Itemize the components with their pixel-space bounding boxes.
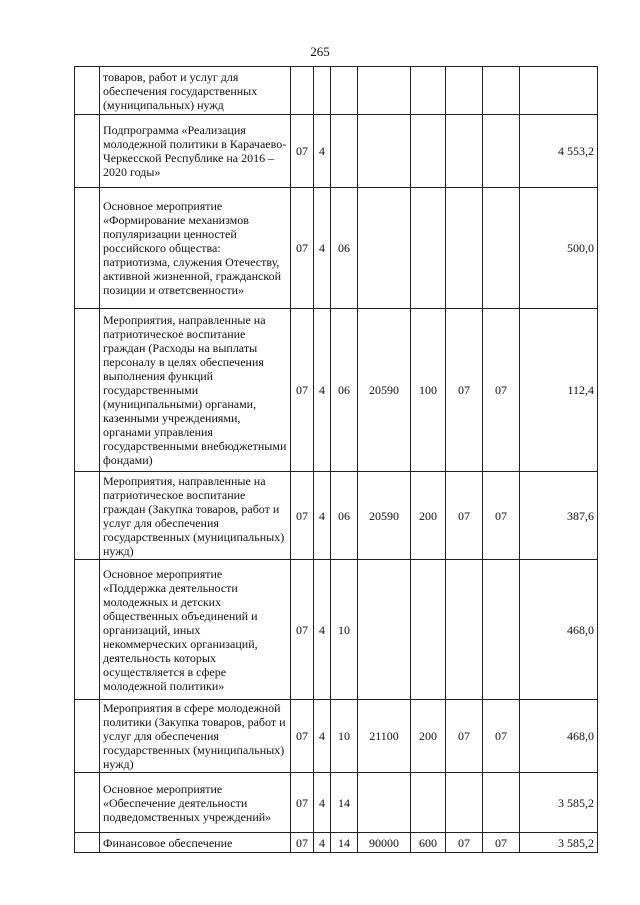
vr-cell: 600 [411,833,446,853]
amount-cell: 468,0 [520,560,598,700]
vr-cell: 200 [411,472,446,560]
rz-cell: 07 [291,188,314,309]
amount-cell [520,67,598,115]
vr-cell [411,115,446,188]
name-cell: Основное мероприятие «Обеспечение деятельности подведомственных учреждений» [100,773,291,833]
mp-cell [331,67,358,115]
subsection-cell [483,67,520,115]
section-cell: 07 [446,833,483,853]
subsection-cell [483,560,520,700]
table-row [75,833,598,853]
vr-cell [411,773,446,833]
name-cell: Финансовое обеспечение [100,833,291,853]
vr-cell: 200 [411,700,446,773]
name-cell: Мероприятия, направленные на патриотическое воспитание граждан (Расходы на выплаты персоналу в целях обеспечения выполнения функций государственными (муниципальными) органами, казенными учреждениями, органами управления государственными внебюджетными фондами) [100,309,291,472]
name-cell: Мероприятия в сфере молодежной политики (Закупка товаров, работ и услуг для обеспечения государственных (муниципальных) нужд) [100,700,291,773]
row-index-cell [75,833,100,853]
amount-cell: 468,0 [520,700,598,773]
vr-cell [411,188,446,309]
gp-cell: 4 [314,188,331,309]
code-cell: 20590 [358,472,411,560]
subsection-cell: 07 [483,833,520,853]
amount-cell: 112,4 [520,309,598,472]
row-index-cell [75,309,100,472]
table-row [75,309,598,472]
table-row [75,115,598,188]
name-cell: Основное мероприятие «Формирование механизмов популяризации ценностей российского общества: патриотизма, служения Отечеству, активной жизненной, гражданской позиции и ответсвенности» [100,188,291,309]
rz-cell: 07 [291,472,314,560]
section-cell [446,67,483,115]
amount-cell: 3 585,2 [520,773,598,833]
section-cell [446,188,483,309]
row-index-cell [75,560,100,700]
subsection-cell: 07 [483,309,520,472]
rz-cell [291,67,314,115]
page-number: 265 [310,44,330,59]
table-row [75,700,598,773]
rz-cell: 07 [291,560,314,700]
amount-cell: 3 585,2 [520,833,598,853]
code-cell [358,188,411,309]
mp-cell: 06 [331,188,358,309]
row-index-cell [75,472,100,560]
table-row [75,560,598,700]
row-index-cell [75,115,100,188]
mp-cell: 14 [331,833,358,853]
gp-cell [314,67,331,115]
amount-cell: 387,6 [520,472,598,560]
gp-cell: 4 [314,700,331,773]
mp-cell [331,115,358,188]
code-cell [358,67,411,115]
gp-cell: 4 [314,115,331,188]
mp-cell: 06 [331,472,358,560]
amount-cell: 4 553,2 [520,115,598,188]
section-cell: 07 [446,472,483,560]
mp-cell: 06 [331,309,358,472]
section-cell [446,773,483,833]
rz-cell: 07 [291,773,314,833]
subsection-cell [483,773,520,833]
row-index-cell [75,67,100,115]
row-index-cell [75,188,100,309]
section-cell: 07 [446,700,483,773]
name-cell: Мероприятия, направленные на патриотическое воспитание граждан (Закупка товаров, работ и услуг для обеспечения государственных (муниципальных) нужд) [100,472,291,560]
rz-cell: 07 [291,309,314,472]
mp-cell: 10 [331,560,358,700]
rz-cell: 07 [291,833,314,853]
subsection-cell: 07 [483,472,520,560]
code-cell [358,773,411,833]
code-cell: 21100 [358,700,411,773]
gp-cell: 4 [314,773,331,833]
code-cell: 90000 [358,833,411,853]
code-cell: 20590 [358,309,411,472]
rz-cell: 07 [291,700,314,773]
mp-cell: 10 [331,700,358,773]
name-cell: Подпрограмма «Реализация молодежной политики в Карачаево-Черкесской Республике на 2016 – 2020 годы» [100,115,291,188]
gp-cell: 4 [314,560,331,700]
table-row [75,773,598,833]
vr-cell [411,67,446,115]
row-index-cell [75,773,100,833]
gp-cell: 4 [314,309,331,472]
budget-table [74,66,598,853]
vr-cell [411,560,446,700]
rz-cell: 07 [291,115,314,188]
subsection-cell [483,188,520,309]
name-cell: Основное мероприятие «Поддержка деятельности молодежных и детских общественных объединений и организаций, иных некоммерческих организаций, деятельность которых осуществляется в сфере молодежной политики» [100,560,291,700]
subsection-cell [483,115,520,188]
amount-cell: 500,0 [520,188,598,309]
section-cell: 07 [446,309,483,472]
name-cell: товаров, работ и услуг для обеспечения государственных (муниципальных) нужд [100,67,291,115]
section-cell [446,560,483,700]
vr-cell: 100 [411,309,446,472]
gp-cell: 4 [314,833,331,853]
table-row [75,188,598,309]
section-cell [446,115,483,188]
row-index-cell [75,700,100,773]
code-cell [358,560,411,700]
mp-cell: 14 [331,773,358,833]
gp-cell: 4 [314,472,331,560]
code-cell [358,115,411,188]
subsection-cell: 07 [483,700,520,773]
table-row [75,67,598,115]
table-row [75,472,598,560]
